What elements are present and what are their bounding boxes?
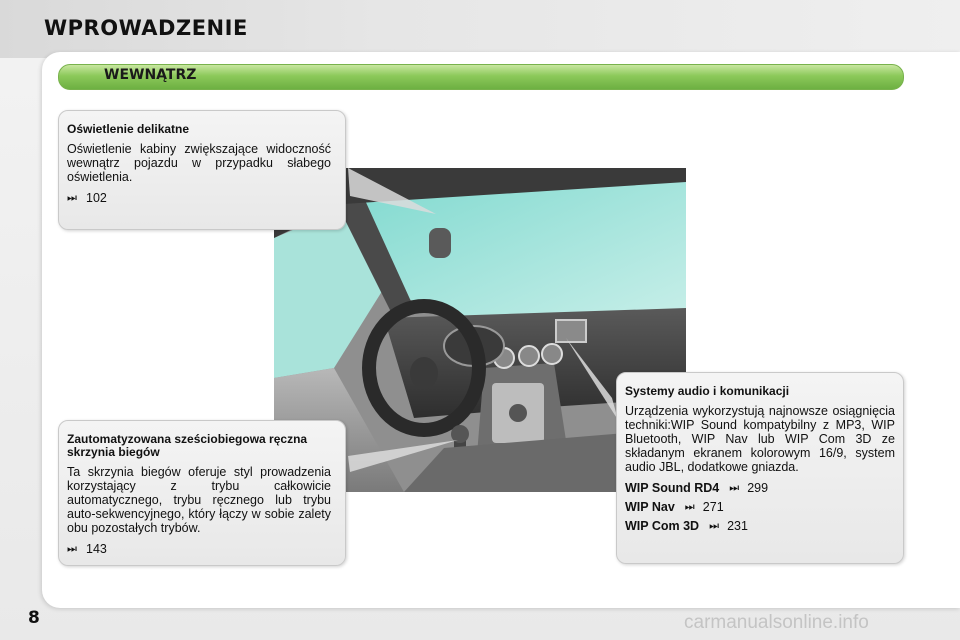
- lighting-text: Oświetlenie kabiny zwiększające widoczność wewnątrz pojazdu w przypadku słabego oświetlenia.: [67, 142, 331, 184]
- audio-item-label: WIP Com 3D: [625, 519, 700, 533]
- section-title: WEWNĄTRZ: [104, 67, 197, 83]
- page-number: 8: [28, 608, 40, 628]
- audio-item-wip-nav[interactable]: [625, 500, 895, 514]
- audio-callout: [616, 372, 904, 564]
- lighting-ref-page: 102: [86, 191, 107, 205]
- gearbox-text: Ta skrzynia biegów oferuje styl prowadzenia korzystający z trybu całkowicie automatycznego, trybu ręcznego lub trybu auto-sekwencyjnego, który łączy w sobie zalety obu pozostałych trybów.: [67, 465, 331, 535]
- audio-item-ref: 231: [727, 519, 748, 533]
- audio-item-label: WIP Sound RD4: [625, 481, 720, 495]
- audio-item-ref: 271: [702, 500, 724, 514]
- audio-item-label: WIP Nav: [625, 500, 675, 514]
- page-title: WPROWADZENIE: [44, 16, 248, 40]
- gearbox-title: Zautomatyzowana sześciobiegowa ręczna skrzynia biegów: [67, 432, 308, 459]
- audio-text: Urządzenia wykorzystują najnowsze osiągnięcia techniki:WIP Sound kompatybilny z MP3, WIP Bluetooth, WIP Nav lub WIP Com 3D ze składanym ekranem kolorowym 16/9, system audio JBL, dodatkowe gniazda.: [625, 404, 895, 474]
- audio-item-wip-sound[interactable]: [625, 481, 895, 495]
- fast-forward-icon: ⏭: [684, 501, 695, 513]
- fast-forward-icon: ⏭: [67, 192, 77, 204]
- gearbox-ref-page: 143: [86, 542, 107, 556]
- audio-item-ref: 299: [747, 481, 769, 495]
- lighting-callout: [58, 110, 346, 230]
- lighting-ref[interactable]: [67, 191, 331, 205]
- audio-title: Systemy audio i komunikacji: [625, 384, 790, 398]
- gearbox-ref[interactable]: [67, 542, 331, 556]
- lighting-title: Oświetlenie delikatne: [67, 122, 190, 136]
- gearbox-callout: [58, 420, 346, 566]
- fast-forward-icon: ⏭: [729, 482, 740, 494]
- fast-forward-icon: ⏭: [67, 543, 77, 555]
- watermark: carmanualsonline.info: [684, 612, 869, 633]
- fast-forward-icon: ⏭: [709, 520, 719, 532]
- audio-item-wip-com[interactable]: [625, 519, 895, 533]
